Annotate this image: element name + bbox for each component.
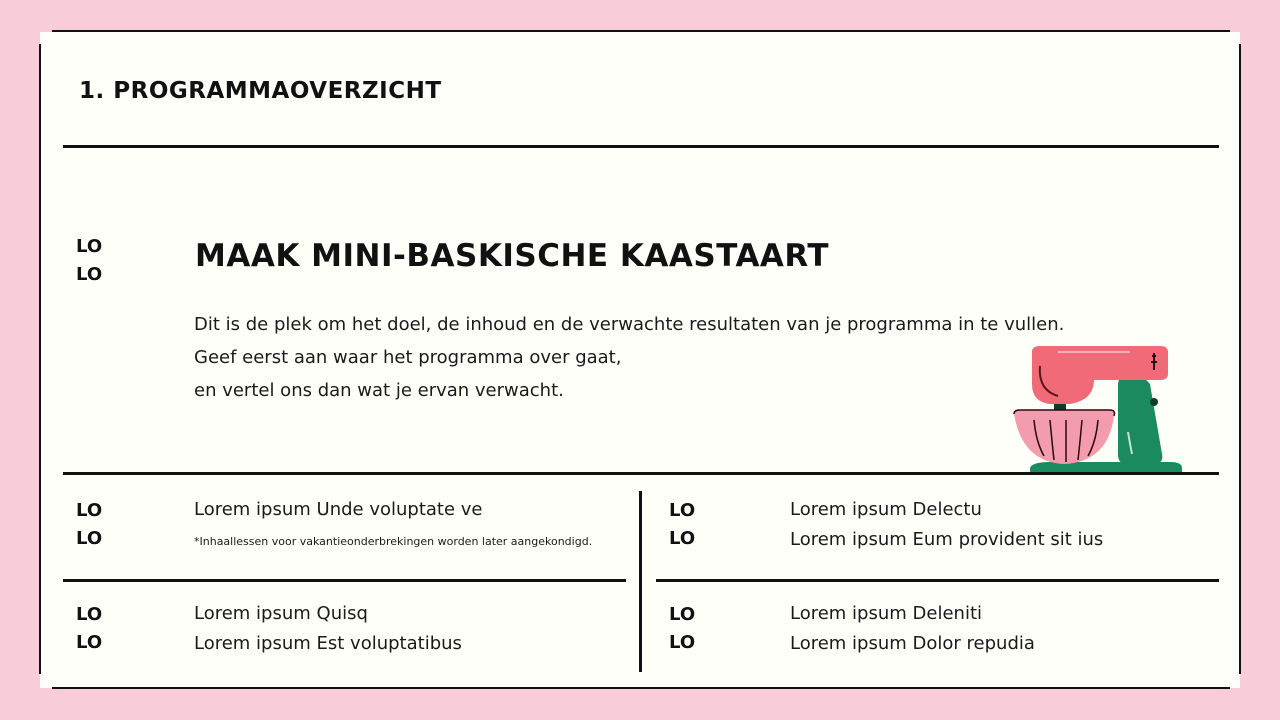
stand-mixer-icon [1010, 344, 1190, 476]
header-divider [63, 145, 1219, 148]
intro-divider [63, 472, 1219, 475]
cell-marker-bottom: LO [669, 632, 696, 653]
frame-left-rule [39, 44, 41, 674]
cell-line: Lorem ipsum Eum provident sit ius [790, 529, 1104, 550]
cell-marker-top: LO [76, 604, 103, 625]
intro-marker-bottom: LO [76, 264, 103, 285]
cell-marker-bottom: LO [669, 528, 696, 549]
frame-bottom-rule [52, 687, 1230, 689]
grid-vertical-divider [639, 491, 642, 672]
frame-top-rule [52, 30, 1230, 32]
cell-marker-bottom: LO [76, 632, 103, 653]
cell-line: Lorem ipsum Est voluptatibus [194, 633, 462, 654]
grid-right-row-divider [656, 579, 1219, 582]
intro-description-line-2: Geef eerst aan waar het programma over gaat, [194, 347, 622, 368]
section-title: 1. PROGRAMMAOVERZICHT [79, 78, 442, 104]
cell-marker-bottom: LO [76, 528, 103, 549]
intro-description-line-3: en vertel ons dan wat je ervan verwacht. [194, 380, 564, 401]
cell-footnote: *Inhaallessen voor vakantieonderbrekingen worden later aangekondigd. [194, 535, 593, 548]
cell-line: Lorem ipsum Dolor repudia [790, 633, 1035, 654]
intro-description-line-1: Dit is de plek om het doel, de inhoud en de verwachte resultaten van je programma in te vullen. [194, 314, 1065, 335]
cell-marker-top: LO [669, 500, 696, 521]
cell-line: Lorem ipsum Unde voluptate ve [194, 499, 483, 520]
cell-marker-top: LO [669, 604, 696, 625]
frame-right-rule [1239, 44, 1241, 674]
cell-marker-top: LO [76, 500, 103, 521]
intro-title: MAAK MINI-BASKISCHE KAASTAART [195, 238, 830, 274]
grid-left-row-divider [63, 579, 626, 582]
intro-marker-top: LO [76, 236, 103, 257]
cell-line: Lorem ipsum Quisq [194, 603, 368, 624]
cell-line: Lorem ipsum Delectu [790, 499, 982, 520]
cell-line: Lorem ipsum Deleniti [790, 603, 983, 624]
